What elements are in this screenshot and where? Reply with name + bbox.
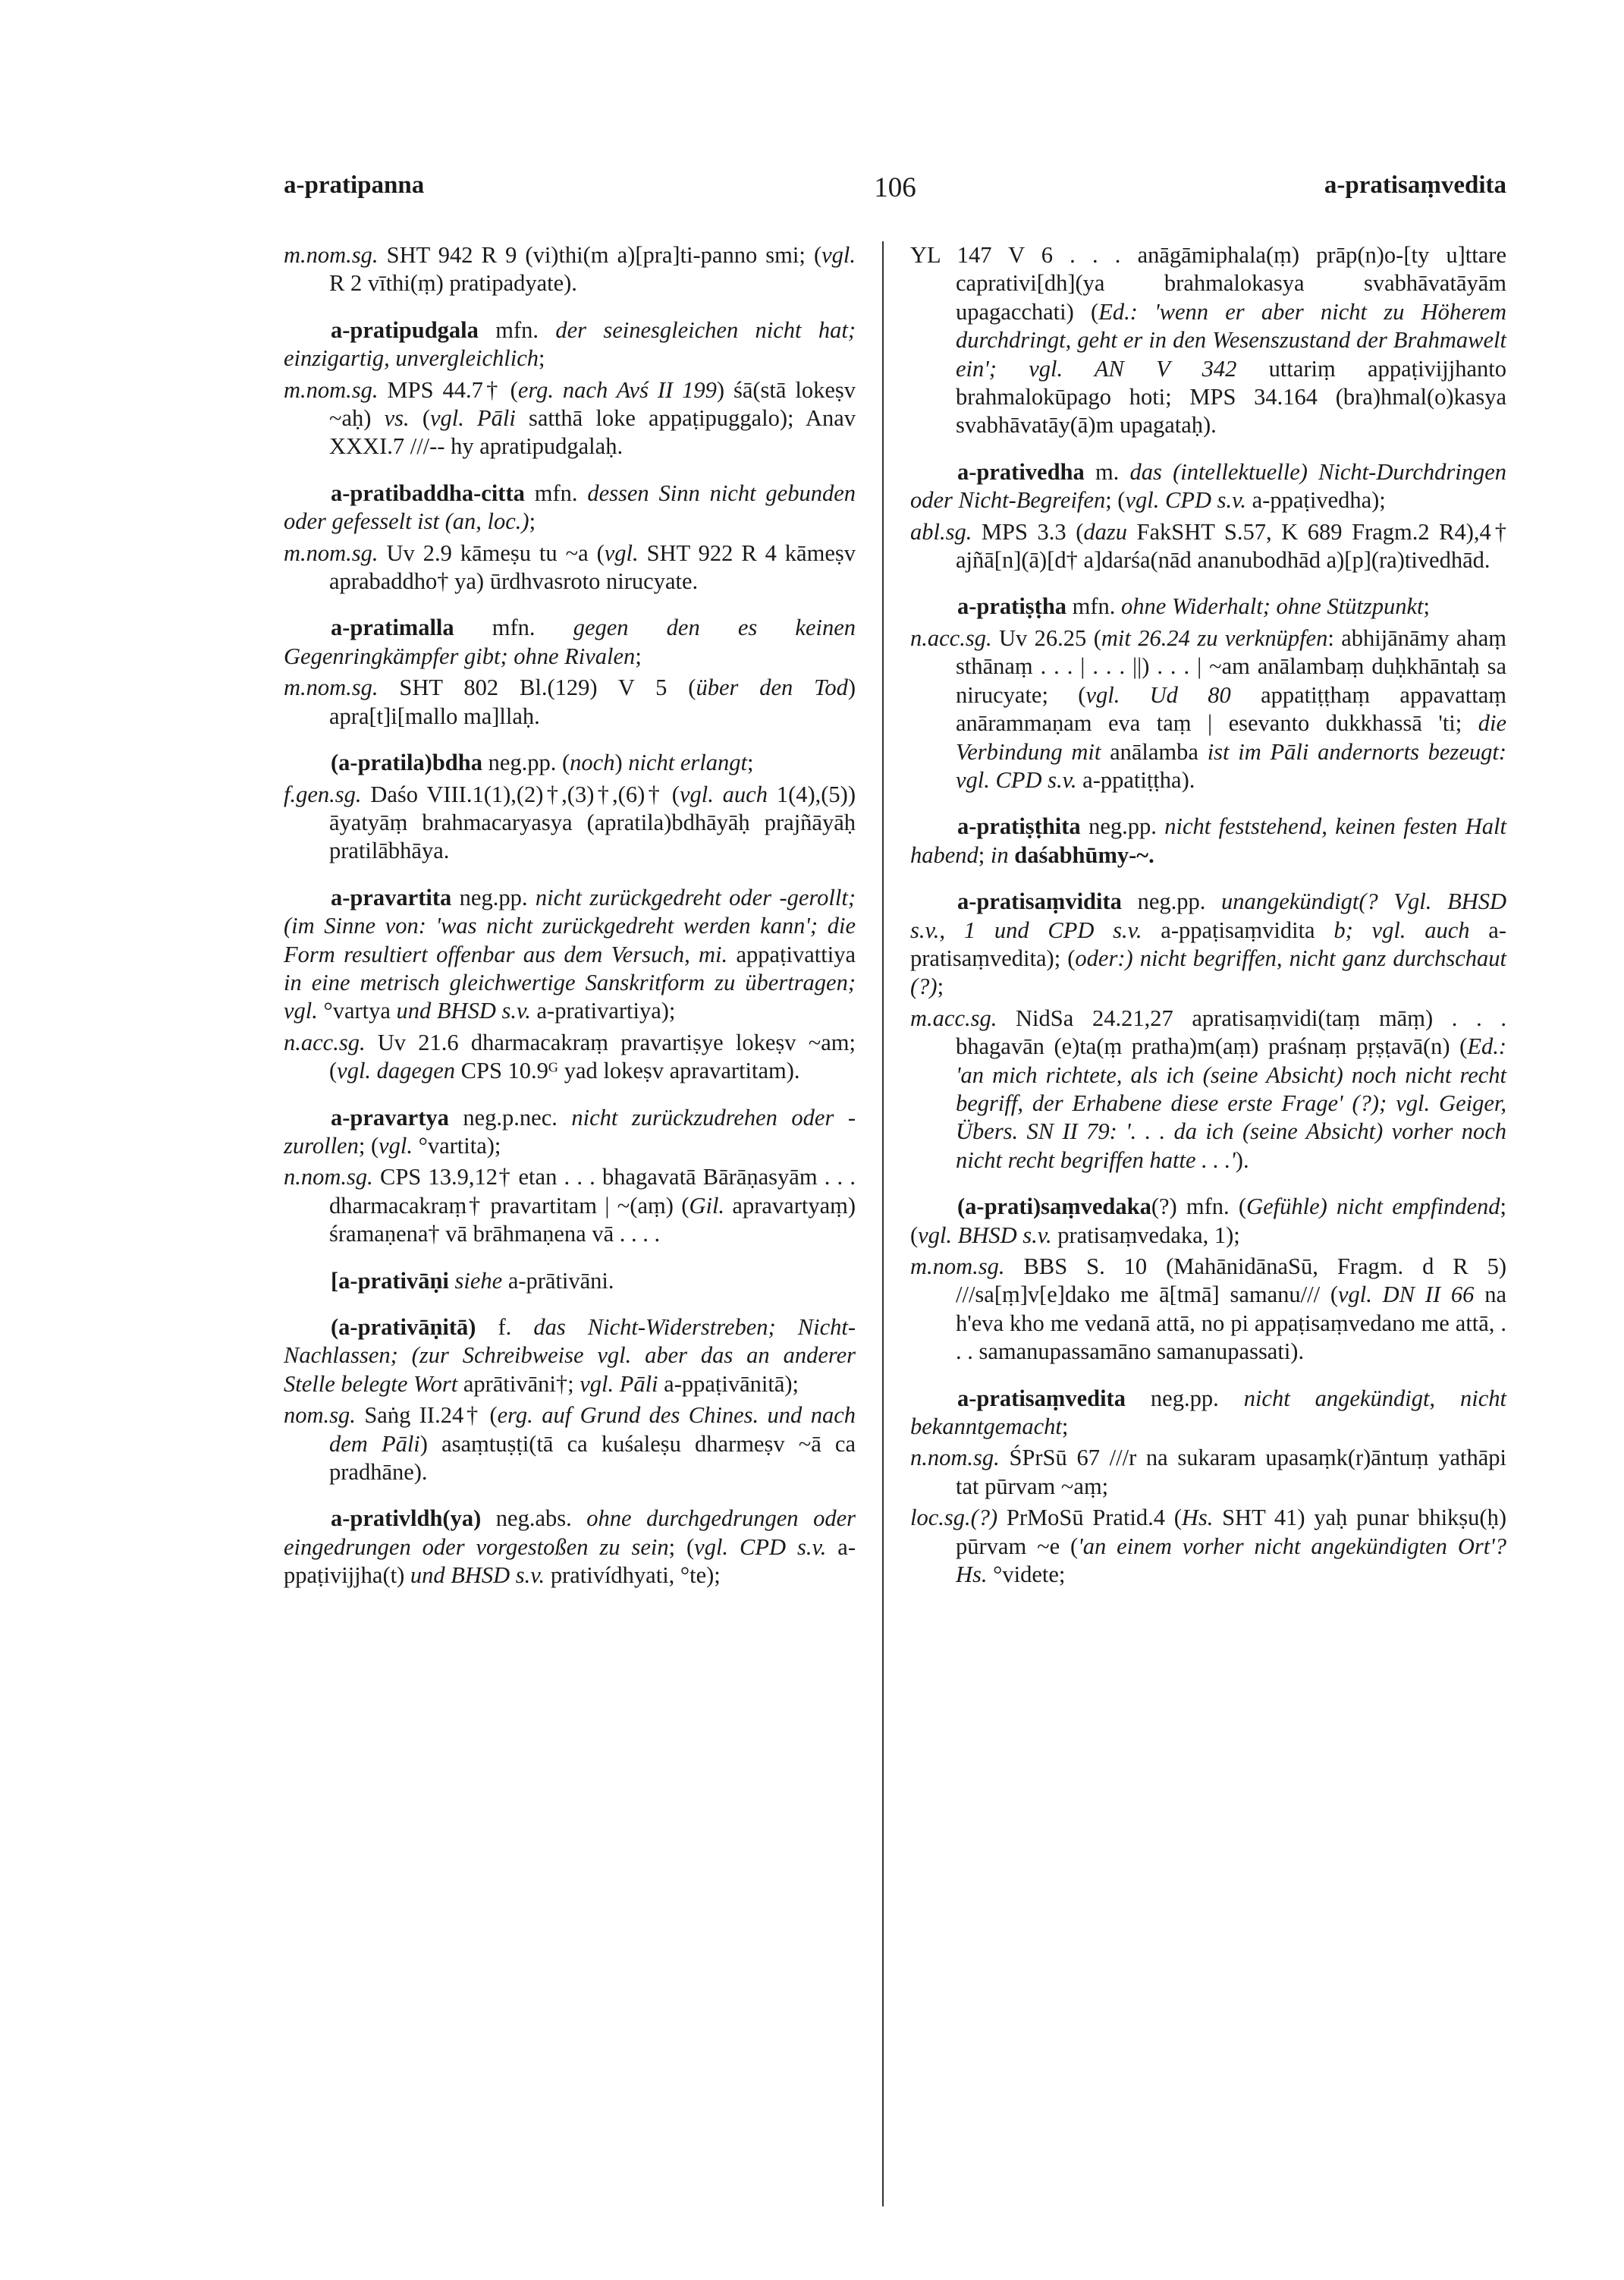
text-run: Daśo VIII.1(1),(2)†,(3)†,(6)† ( bbox=[361, 781, 680, 807]
italic-text: Hs. bbox=[1181, 1505, 1214, 1531]
entry-head-paragraph bbox=[910, 1385, 1506, 1442]
entry-apratipudgala bbox=[284, 316, 856, 461]
text-run: YL 147 V 6 . . . anāgāmiphala(ṃ) prāp(n)o-[ty u]ttare caprativi[dh](ya brahmalokasya svabhāvatāyām upagacchati) ( bbox=[910, 242, 1506, 325]
text-run: ) apra[t]i[mallo ma]llaḥ. bbox=[329, 675, 856, 729]
lemma: (a-prati)saṃvedaka bbox=[957, 1193, 1151, 1220]
text-run: SHT 942 R 9 (vi)thi(m a)[pra]ti-panno smi; ( bbox=[378, 242, 822, 268]
italic-text: vgl. bbox=[604, 539, 639, 566]
text-run: 1(4),(5)) āyatyāṃ brahmacaryasya (apratila)bdhāyāḥ prajñāyāḥ pratilābhāya. bbox=[329, 781, 856, 864]
text-run: Uv 21.6 dharmacakraṃ pravartiṣye lokeṣv ~am; ( bbox=[329, 1029, 856, 1084]
italic-text: 'an einem vorher nicht angekündigten Ort'? Hs. bbox=[956, 1533, 1506, 1588]
text-run: ) bbox=[614, 750, 629, 776]
text-run: ; ( bbox=[1105, 487, 1126, 514]
lemma: a-pratipudgala bbox=[331, 316, 479, 343]
text-run: a-prativartiya); bbox=[530, 998, 676, 1024]
text-run: Uv 2.9 kāmeṣu tu ~a ( bbox=[378, 539, 605, 566]
entry-apratisthita bbox=[910, 813, 1506, 870]
lemma: a-pratisaṃvidita bbox=[957, 888, 1122, 915]
entry-head-paragraph bbox=[910, 593, 1506, 621]
text-run: ; bbox=[978, 841, 991, 868]
text-run: SHT 802 Bl.(129) V 5 ( bbox=[378, 675, 696, 701]
lemma: a-pratiṣṭha bbox=[957, 593, 1067, 620]
text-run: a-prātivāni. bbox=[502, 1267, 614, 1294]
entry-apravartya bbox=[284, 1104, 856, 1249]
entry-citation-paragraph bbox=[910, 1253, 1506, 1366]
italic-text: nicht erlangt bbox=[628, 750, 747, 776]
italic-text: b; vgl. auch bbox=[1333, 917, 1470, 943]
page-number: 106 bbox=[874, 172, 916, 203]
text-run: ; ( bbox=[668, 1533, 695, 1560]
italic-text: Ed.: 'an mich richtete, als ich (seine Absicht) noch nicht recht begriff, der Erhabene diese erste Frage' (?); vgl. Geiger, Übers. SN II 79: '. . . da ich (seine Absicht) vorher noch nicht recht begriffen hatte . . .' bbox=[956, 1033, 1506, 1173]
text-run: MPS 3.3 ( bbox=[972, 518, 1084, 545]
italic-text: vgl. Ud 80 bbox=[1085, 681, 1231, 708]
text-run: a-ppatiṭṭha). bbox=[1076, 766, 1195, 793]
italic-text: f.gen.sg. bbox=[284, 781, 362, 807]
italic-text: m.nom.sg. bbox=[284, 242, 379, 268]
text-run: ( bbox=[409, 405, 430, 432]
entry-apravartita bbox=[284, 884, 856, 1086]
italic-text: in bbox=[990, 841, 1009, 868]
italic-text: dazu bbox=[1083, 518, 1127, 545]
text-run: ; bbox=[1061, 1414, 1069, 1440]
text-run: m. bbox=[1084, 458, 1130, 485]
text-run: (?) mfn. ( bbox=[1151, 1193, 1247, 1220]
italic-text: vgl. Pāli bbox=[430, 405, 516, 432]
entry-citation-paragraph bbox=[910, 624, 1506, 794]
text-run: uttariṃ appaṭivijjhanto brahmalokūpago hoti; MPS 34.164 (bra)hmal(o)kasya svabhāvatāy(ā)m upagataḥ). bbox=[956, 355, 1506, 439]
entry-citation-paragraph bbox=[284, 1029, 856, 1086]
italic-text: der seinesgleichen nicht hat; einzigartig, unvergleichlich bbox=[284, 316, 856, 372]
italic-text: noch bbox=[570, 750, 615, 776]
header-right-headword: a-pratisaṃvedita bbox=[1324, 171, 1506, 199]
italic-text: oder:) nicht begriffen, nicht ganz durchschaut (?) bbox=[910, 945, 1506, 1000]
text-run: °vartita); bbox=[413, 1132, 501, 1159]
text-run: appaṭivattiya bbox=[727, 941, 856, 967]
italic-text: nicht zurückzudrehen oder -zurollen bbox=[284, 1104, 856, 1159]
text-run: SHT 922 R 4 kāmeṣv aprabaddho† ya) ūrdhvasroto nirucyate. bbox=[329, 539, 856, 595]
italic-text: vgl. CPD s.v. bbox=[1125, 487, 1246, 514]
italic-text: m.nom.sg. bbox=[910, 1253, 1005, 1279]
text-run: a-ppaṭivijjha(t) bbox=[284, 1533, 856, 1589]
lemma: a-prativedha bbox=[957, 458, 1085, 485]
entry-aprativedha bbox=[910, 458, 1506, 575]
text-run: ) śā(stā lokeṣv ~aḥ) bbox=[329, 376, 856, 432]
entry-citation-paragraph bbox=[284, 539, 856, 596]
text-run: ; bbox=[635, 643, 642, 669]
entry-pratipanna-cont bbox=[284, 241, 856, 298]
lemma: a-pratimalla bbox=[331, 615, 454, 641]
text-run: ) asaṃtuṣṭi(tā ca kuśaleṣu dharmeṣv ~ā ca pradhāne). bbox=[329, 1430, 856, 1486]
italic-text: vgl. bbox=[379, 1132, 413, 1159]
entry-apratilabdha bbox=[284, 749, 856, 866]
text-run: aprātivāni†; bbox=[457, 1370, 580, 1397]
text-run: MPS 44.7† ( bbox=[378, 376, 518, 403]
entry-head-paragraph bbox=[910, 813, 1506, 870]
entry-head-paragraph bbox=[284, 1505, 856, 1590]
entry-citation-paragraph bbox=[284, 241, 856, 298]
italic-text: die Verbindung mit bbox=[956, 710, 1506, 765]
text-run: neg.pp. bbox=[1121, 888, 1222, 915]
italic-text: vgl. CPD s.v. bbox=[694, 1533, 827, 1560]
header-left-headword: a-pratipanna bbox=[284, 171, 425, 199]
entry-head-paragraph bbox=[284, 614, 856, 671]
text-run: pratisaṃvedaka, 1); bbox=[1051, 1222, 1240, 1248]
lemma: a-pravartya bbox=[331, 1104, 449, 1131]
italic-text: ohne Widerhalt; ohne Stützpunkt bbox=[1121, 593, 1424, 620]
entry-citation-paragraph bbox=[910, 1005, 1506, 1175]
italic-text: nicht zurückgedreht oder -gerollt; (im Sinne von: 'was nicht zurückgedreht werden kann'; die Form resultiert offenbar aus dem Versuch, mi. bbox=[284, 884, 856, 967]
text-run: ; bbox=[937, 973, 944, 1000]
italic-text: Ed.: 'wenn er aber nicht zu Höherem durchdringt, geht er in den Wesenszustand der Brahmawelt ein'; vgl. AN V 342 bbox=[956, 298, 1506, 382]
entry-head-paragraph bbox=[910, 888, 1506, 1002]
italic-text: gegen den es keinen Gegenringkämpfer gibt; ohne Rivalen bbox=[284, 615, 856, 669]
text-run: ŚPrSū 67 ///r na sukaram upasaṃk(r)āntuṃ yathāpi tat pūrvam ~aṃ; bbox=[956, 1445, 1506, 1499]
text-run: neg.pp. bbox=[1080, 813, 1165, 840]
entry-aprativani-ref bbox=[284, 1267, 856, 1295]
lemma: a-pratiṣṭhita bbox=[957, 813, 1081, 840]
text-run: a-ppaṭivānitā); bbox=[658, 1370, 799, 1397]
entry-head-paragraph bbox=[284, 316, 856, 373]
text-run: °vartya bbox=[317, 998, 397, 1024]
italic-text: Gefühle) nicht empfindend bbox=[1246, 1193, 1500, 1220]
italic-text: das Nicht-Widerstreben; Nicht-Nachlassen; (zur Schreibweise vgl. aber das an anderer Stelle belegte Wort bbox=[284, 1314, 856, 1397]
text-run: CPS 13.9,12† etan . . . bhagavatā Bārāṇasyām . . . dharmacakraṃ† pravartitam | ~(aṃ) ( bbox=[329, 1164, 856, 1219]
entry-apratisamvedita bbox=[910, 1385, 1506, 1590]
entry-apratisamvedaka bbox=[910, 1193, 1506, 1366]
entry-citation-paragraph bbox=[284, 781, 856, 866]
text-run: a-pratisaṃvedita); ( bbox=[910, 917, 1506, 971]
text-run: Uv 26.25 ( bbox=[991, 624, 1101, 651]
text-run: f. bbox=[476, 1314, 534, 1340]
text-run: prativídhyati, °te); bbox=[545, 1562, 721, 1589]
text-run: ; ( bbox=[358, 1132, 379, 1159]
italic-text: dessen Sinn nicht gebunden oder gefesselt ist (an, loc.) bbox=[284, 480, 856, 535]
text-run: neg.pp. bbox=[1125, 1385, 1244, 1411]
text-run: R 2 vīthi(ṃ) pratipadyate). bbox=[329, 270, 577, 297]
entry-aprativdhya bbox=[284, 1505, 856, 1590]
text-run: ; bbox=[539, 345, 545, 372]
italic-text: ist im Pāli andernorts bezeugt: vgl. CPD s.v. bbox=[956, 738, 1507, 793]
entry-apratimalla bbox=[284, 614, 856, 731]
italic-text: Gil. bbox=[689, 1192, 725, 1219]
italic-text: vgl. DN II 66 bbox=[1337, 1282, 1475, 1308]
text-run: CPS 10.9ᴳ yad lokeṣv apravartitam). bbox=[455, 1058, 800, 1084]
text-run: Saṅg II.24† ( bbox=[355, 1402, 498, 1429]
entry-head-paragraph bbox=[284, 884, 856, 1026]
lemma: daśabhūmy-~. bbox=[1014, 841, 1154, 868]
italic-text: vgl. bbox=[821, 242, 856, 268]
entry-aprativanita bbox=[284, 1313, 856, 1486]
entry-apratisamvidita bbox=[910, 888, 1506, 1175]
text-run: a-ppaṭisaṃvidita bbox=[1142, 917, 1334, 943]
text-run: neg.pp. bbox=[451, 884, 536, 910]
italic-text: n.nom.sg. bbox=[910, 1445, 1000, 1471]
entry-citation-paragraph bbox=[910, 518, 1506, 575]
italic-text: erg. nach Avś II 199 bbox=[517, 376, 717, 403]
entry-citation-paragraph bbox=[910, 241, 1506, 440]
italic-text: n.acc.sg. bbox=[910, 624, 992, 651]
italic-text: siehe bbox=[454, 1267, 503, 1294]
text-run: apravartyaṃ) śramaṇena† vā brāhmaṇena vā . . . . bbox=[329, 1192, 856, 1247]
text-run: a-ppaṭivedha); bbox=[1246, 487, 1386, 514]
entry-head-paragraph bbox=[284, 1104, 856, 1161]
running-head bbox=[284, 171, 1506, 209]
text-run: neg.p.nec. bbox=[448, 1104, 572, 1131]
text-run: satthā loke appaṭipuggalo); Anav XXXI.7 ///-- hy apratipudgalaḥ. bbox=[329, 405, 856, 460]
text-run: mfn. bbox=[524, 480, 588, 506]
lemma: a-pravartita bbox=[331, 884, 452, 910]
entry-apratistha bbox=[910, 593, 1506, 794]
text-run: NidSa 24.21,27 apratisaṃvidi(taṃ māṃ) . . . bhagavān (e)ta(ṃ pratha)m(aṃ) praśnaṃ pṛṣṭavā(n) ( bbox=[956, 1005, 1506, 1060]
italic-text: mit 26.24 zu verknüpfen bbox=[1101, 624, 1328, 651]
lemma: a-prativldh(ya) bbox=[331, 1505, 482, 1532]
entry-apratibaddha-citta bbox=[284, 480, 856, 596]
text-run: FakSHT S.57, K 689 Fragm.2 R4),4† ajñā[n](ā)[d† a]darśa(nād ananubodhād a)[p](ra)tivedhād. bbox=[956, 518, 1506, 574]
text-run: °videte; bbox=[987, 1561, 1066, 1588]
text-run: ; bbox=[1423, 593, 1430, 620]
italic-text: über den Tod bbox=[696, 675, 848, 701]
entry-head-paragraph bbox=[284, 480, 856, 536]
text-run: ; bbox=[529, 508, 536, 535]
lemma: a-pratibaddha-citta bbox=[331, 480, 525, 506]
text-run bbox=[449, 1268, 455, 1294]
italic-text: n.acc.sg. bbox=[284, 1029, 366, 1055]
italic-text: nicht angekündigt, nicht bekanntgemacht bbox=[910, 1385, 1506, 1440]
italic-text: vs. bbox=[384, 405, 410, 432]
entry-head-paragraph bbox=[284, 1313, 856, 1398]
text-run: mfn. bbox=[478, 316, 556, 343]
entry-citation-paragraph bbox=[910, 1444, 1506, 1501]
italic-text: unangekündigt(? Vgl. BHSD s.v., 1 und CPD s.v. bbox=[910, 888, 1506, 943]
entry-head-paragraph bbox=[910, 1193, 1506, 1250]
italic-text: nom.sg. bbox=[284, 1402, 356, 1429]
italic-text: vgl. Pāli bbox=[580, 1370, 658, 1397]
entry-aprativdhya-cont bbox=[910, 241, 1506, 440]
italic-text: und BHSD s.v. bbox=[396, 998, 531, 1024]
entry-head-paragraph bbox=[284, 1267, 856, 1295]
italic-text: n.nom.sg. bbox=[284, 1164, 373, 1190]
text-run: mfn. bbox=[454, 615, 573, 641]
entry-citation-paragraph bbox=[284, 1401, 856, 1486]
italic-text: nicht feststehend, keinen festen Halt habend bbox=[910, 813, 1506, 868]
italic-text: vgl. BHSD s.v. bbox=[918, 1222, 1052, 1248]
text-run: : abhijānāmy ahaṃ sthānaṃ . . . | . . . ||) . . . | ~am anālambaṃ duḥkhāntaḥ sa nirucyate; ( bbox=[956, 624, 1506, 708]
left-column bbox=[284, 241, 856, 1609]
text-run: ). bbox=[1235, 1146, 1249, 1173]
entry-citation-paragraph bbox=[284, 674, 856, 731]
italic-text: ohne durchgedrungen oder eingedrungen oder vorgestoßen zu sein bbox=[284, 1505, 856, 1560]
italic-text: das (intellektuelle) Nicht-Durchdringen oder Nicht-Begreifen bbox=[910, 458, 1506, 514]
text-run: appatiṭṭhaṃ appavattaṃ anārammaṇam eva taṃ | esevanto dukkhassā 'ti; bbox=[956, 681, 1506, 737]
text-run: anālamba bbox=[1101, 738, 1208, 765]
italic-text: m.acc.sg. bbox=[910, 1005, 997, 1031]
entry-citation-paragraph bbox=[284, 376, 856, 461]
right-column bbox=[910, 241, 1506, 1607]
italic-text: vgl. dagegen bbox=[337, 1058, 456, 1084]
text-run: neg.abs. bbox=[481, 1505, 587, 1532]
column-divider bbox=[882, 241, 884, 2206]
italic-text: m.nom.sg. bbox=[284, 539, 379, 566]
italic-text: in eine metrisch gleichwertige Sanskritform zu übertragen; vgl. bbox=[284, 969, 856, 1024]
italic-text: m.nom.sg. bbox=[284, 675, 379, 701]
italic-text: und BHSD s.v. bbox=[410, 1562, 545, 1589]
lemma: [a-prativāṇi bbox=[331, 1267, 449, 1294]
text-run: neg.pp. ( bbox=[482, 750, 570, 776]
italic-text: loc.sg.(?) bbox=[910, 1505, 998, 1531]
italic-text: abl.sg. bbox=[910, 518, 972, 545]
italic-text: m.nom.sg. bbox=[284, 376, 379, 403]
lemma: a-pratisaṃvedita bbox=[957, 1385, 1126, 1411]
text-run: ; ( bbox=[910, 1193, 1506, 1248]
lemma: (a-pratila)bdha bbox=[331, 750, 482, 776]
text-run: BBS S. 10 (MahānidānaSū, Fragm. d R 5) ///sa[ṃ]v[e]dako me ā[tmā] samanu/// ( bbox=[956, 1253, 1506, 1308]
text-run: ; bbox=[746, 750, 754, 776]
entry-head-paragraph bbox=[910, 458, 1506, 515]
entry-citation-paragraph bbox=[284, 1163, 856, 1248]
italic-text: erg. auf Grund des Chines. und nach dem Pāli bbox=[329, 1402, 856, 1457]
italic-text: vgl. auch bbox=[679, 781, 768, 807]
text-run: na h'eva kho me vedanā attā, no pi appaṭisaṃvedano me attā, . . . samanupassamāno samanupassati). bbox=[956, 1282, 1506, 1365]
entry-head-paragraph bbox=[284, 749, 856, 777]
entry-citation-paragraph bbox=[910, 1504, 1506, 1589]
text-run: PrMoSū Pratid.4 ( bbox=[997, 1505, 1182, 1531]
lemma: (a-prativāṇitā) bbox=[331, 1314, 476, 1340]
text-run: SHT 41) yaḥ punar bhikṣu(ḥ) pūrvam ~e ( bbox=[956, 1505, 1506, 1559]
text-run: mfn. bbox=[1066, 593, 1122, 620]
